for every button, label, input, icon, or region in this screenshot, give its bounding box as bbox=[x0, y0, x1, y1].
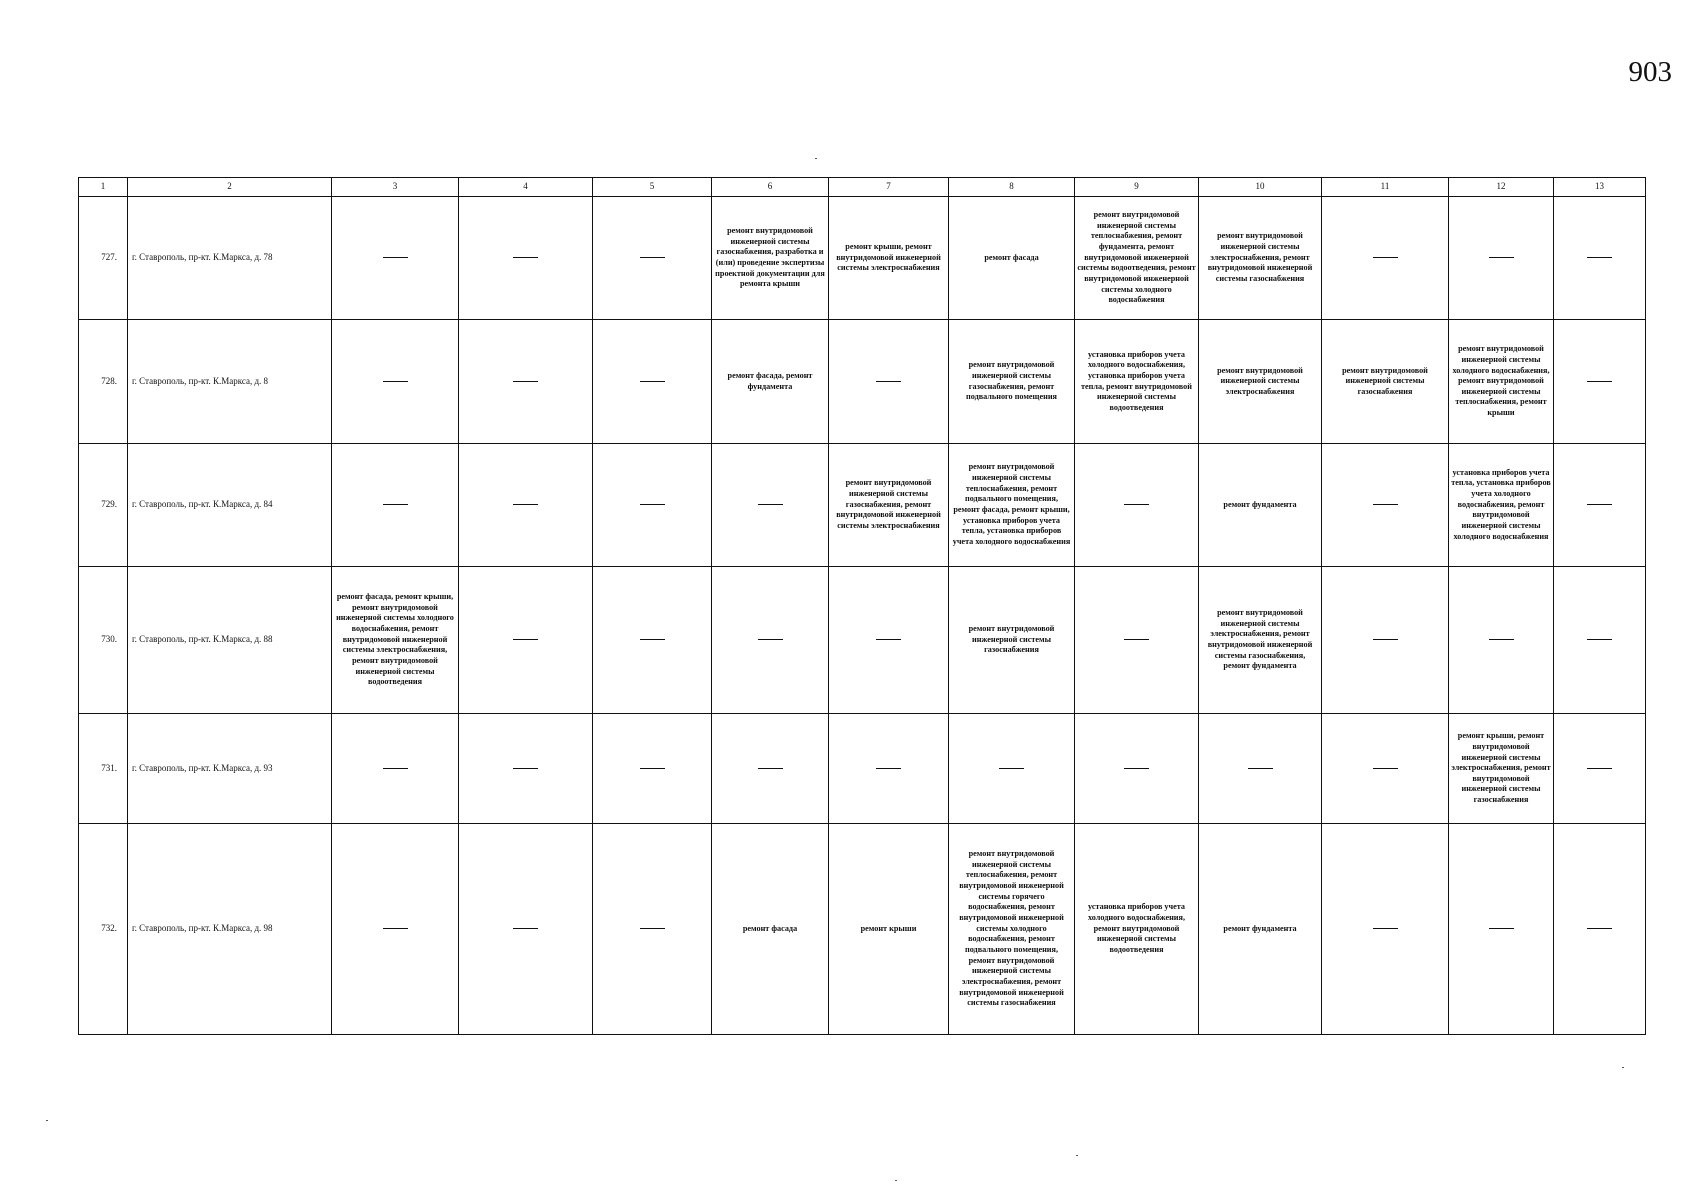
work-cell bbox=[332, 197, 459, 320]
work-cell: ремонт внутридомовой инженерной системы электроснабжения bbox=[1199, 320, 1322, 444]
work-cell: установка приборов учета холодного водоснабжения, ремонт внутридомовой инженерной системы водоотведения bbox=[1075, 824, 1199, 1035]
empty-dash bbox=[383, 257, 408, 258]
address-cell: г. Ставрополь, пр-кт. К.Маркса, д. 78 bbox=[128, 197, 332, 320]
column-number-header-row bbox=[79, 178, 1646, 197]
scan-speck bbox=[1076, 1155, 1078, 1156]
table-row bbox=[79, 320, 1646, 444]
empty-dash bbox=[513, 639, 538, 640]
work-cell bbox=[1554, 824, 1646, 1035]
empty-dash bbox=[1587, 381, 1612, 382]
work-cell bbox=[332, 714, 459, 824]
empty-dash bbox=[513, 504, 538, 505]
column-header: 12 bbox=[1449, 178, 1554, 197]
empty-dash bbox=[1124, 639, 1149, 640]
table-row bbox=[79, 714, 1646, 824]
empty-dash bbox=[513, 928, 538, 929]
page-number: 903 bbox=[1628, 56, 1672, 88]
scan-speck bbox=[46, 1120, 48, 1121]
work-cell bbox=[712, 444, 829, 567]
empty-dash bbox=[1124, 504, 1149, 505]
work-cell: ремонт крыши, ремонт внутридомовой инженерной системы электроснабжения, ремонт внутридомовой инженерной системы газоснабжения bbox=[1449, 714, 1554, 824]
empty-dash bbox=[1587, 639, 1612, 640]
work-cell: ремонт фасада, ремонт фундамента bbox=[712, 320, 829, 444]
empty-dash bbox=[758, 768, 783, 769]
row-number-cell: 730. bbox=[79, 567, 128, 714]
empty-dash bbox=[1373, 768, 1398, 769]
empty-dash bbox=[383, 768, 408, 769]
work-cell bbox=[829, 567, 949, 714]
work-cell bbox=[1554, 567, 1646, 714]
address-cell: г. Ставрополь, пр-кт. К.Маркса, д. 98 bbox=[128, 824, 332, 1035]
work-cell: ремонт внутридомовой инженерной системы теплоснабжения, ремонт фундамента, ремонт внутридомовой инженерной системы водоотведения, ремонт внутридомовой инженерной системы холодного водоснабжения bbox=[1075, 197, 1199, 320]
work-cell: ремонт внутридомовой инженерной системы теплоснабжения, ремонт подвального помещения, ремонт фасада, ремонт крыши, установка приборов учета тепла, установка приборов учета холодного водоснабжения bbox=[949, 444, 1075, 567]
work-cell: ремонт фасада bbox=[949, 197, 1075, 320]
work-cell: ремонт внутридомовой инженерной системы газоснабжения, разработка и (или) проведение экспертизы проектной документации для ремонта крыши bbox=[712, 197, 829, 320]
empty-dash bbox=[1373, 504, 1398, 505]
empty-dash bbox=[640, 639, 665, 640]
empty-dash bbox=[513, 768, 538, 769]
work-cell bbox=[332, 320, 459, 444]
work-cell bbox=[593, 567, 712, 714]
work-cell bbox=[459, 444, 593, 567]
empty-dash bbox=[513, 257, 538, 258]
work-cell bbox=[332, 444, 459, 567]
work-cell bbox=[1554, 714, 1646, 824]
scan-speck bbox=[815, 158, 817, 159]
empty-dash bbox=[999, 768, 1024, 769]
work-cell: установка приборов учета тепла, установка приборов учета холодного водоснабжения, ремонт внутридомовой инженерной системы холодного водоснабжения bbox=[1449, 444, 1554, 567]
work-cell bbox=[1322, 197, 1449, 320]
empty-dash bbox=[876, 639, 901, 640]
work-cell: ремонт фундамента bbox=[1199, 444, 1322, 567]
work-cell: ремонт внутридомовой инженерной системы теплоснабжения, ремонт внутридомовой инженерной системы горячего водоснабжения, ремонт внутридомовой инженерной системы холодного водоснабжения, ремонт подвального помещения, ремонт внутридомовой инженерной системы электроснабжения, ремонт внутридомовой инженерной системы газоснабжения bbox=[949, 824, 1075, 1035]
work-cell: ремонт внутридомовой инженерной системы газоснабжения, ремонт подвального помещения bbox=[949, 320, 1075, 444]
work-cell: ремонт фасада, ремонт крыши, ремонт внутридомовой инженерной системы холодного водоснабжения, ремонт внутридомовой инженерной системы электроснабжения, ремонт внутридомовой инженерной системы водоотведения bbox=[332, 567, 459, 714]
empty-dash bbox=[383, 504, 408, 505]
empty-dash bbox=[1124, 768, 1149, 769]
address-cell: г. Ставрополь, пр-кт. К.Маркса, д. 88 bbox=[128, 567, 332, 714]
empty-dash bbox=[1373, 257, 1398, 258]
empty-dash bbox=[1587, 768, 1612, 769]
empty-dash bbox=[1489, 639, 1514, 640]
address-cell: г. Ставрополь, пр-кт. К.Маркса, д. 8 bbox=[128, 320, 332, 444]
work-cell bbox=[1199, 714, 1322, 824]
work-cell bbox=[1449, 567, 1554, 714]
empty-dash bbox=[383, 381, 408, 382]
work-cell bbox=[459, 567, 593, 714]
scan-speck bbox=[895, 1180, 897, 1181]
table-row bbox=[79, 197, 1646, 320]
work-cell bbox=[459, 824, 593, 1035]
empty-dash bbox=[1489, 928, 1514, 929]
work-cell: ремонт фундамента bbox=[1199, 824, 1322, 1035]
empty-dash bbox=[1587, 504, 1612, 505]
empty-dash bbox=[383, 928, 408, 929]
work-cell bbox=[332, 824, 459, 1035]
row-number-cell: 732. bbox=[79, 824, 128, 1035]
column-header: 2 bbox=[128, 178, 332, 197]
column-header: 3 bbox=[332, 178, 459, 197]
work-cell: установка приборов учета холодного водоснабжения, установка приборов учета тепла, ремонт внутридомовой инженерной системы водоотведения bbox=[1075, 320, 1199, 444]
work-cell: ремонт крыши, ремонт внутридомовой инженерной системы электроснабжения bbox=[829, 197, 949, 320]
work-cell bbox=[1075, 567, 1199, 714]
work-cell: ремонт внутридомовой инженерной системы электроснабжения, ремонт внутридомовой инженерной системы газоснабжения, ремонт фундамента bbox=[1199, 567, 1322, 714]
work-cell bbox=[712, 714, 829, 824]
row-number-cell: 729. bbox=[79, 444, 128, 567]
column-header: 8 bbox=[949, 178, 1075, 197]
column-header: 1 bbox=[79, 178, 128, 197]
table-row bbox=[79, 444, 1646, 567]
work-cell bbox=[1554, 444, 1646, 567]
column-header: 4 bbox=[459, 178, 593, 197]
empty-dash bbox=[640, 257, 665, 258]
work-cell bbox=[593, 320, 712, 444]
work-cell bbox=[1322, 567, 1449, 714]
row-number-cell: 727. bbox=[79, 197, 128, 320]
work-cell bbox=[593, 824, 712, 1035]
work-cell bbox=[1554, 320, 1646, 444]
work-cell bbox=[593, 197, 712, 320]
address-cell: г. Ставрополь, пр-кт. К.Маркса, д. 93 bbox=[128, 714, 332, 824]
address-cell: г. Ставрополь, пр-кт. К.Маркса, д. 84 bbox=[128, 444, 332, 567]
empty-dash bbox=[1373, 928, 1398, 929]
column-header: 7 bbox=[829, 178, 949, 197]
empty-dash bbox=[876, 768, 901, 769]
work-cell: ремонт внутридомовой инженерной системы электроснабжения, ремонт внутридомовой инженерной системы газоснабжения bbox=[1199, 197, 1322, 320]
empty-dash bbox=[513, 381, 538, 382]
work-cell bbox=[829, 320, 949, 444]
work-cell bbox=[459, 320, 593, 444]
empty-dash bbox=[640, 768, 665, 769]
work-cell bbox=[459, 714, 593, 824]
column-header: 5 bbox=[593, 178, 712, 197]
work-cell: ремонт фасада bbox=[712, 824, 829, 1035]
work-cell bbox=[829, 714, 949, 824]
column-header: 11 bbox=[1322, 178, 1449, 197]
work-cell bbox=[1449, 197, 1554, 320]
work-cell bbox=[1322, 444, 1449, 567]
empty-dash bbox=[876, 381, 901, 382]
row-number-cell: 728. bbox=[79, 320, 128, 444]
work-cell bbox=[1075, 714, 1199, 824]
work-cell bbox=[593, 714, 712, 824]
empty-dash bbox=[758, 504, 783, 505]
column-header: 13 bbox=[1554, 178, 1646, 197]
empty-dash bbox=[1248, 768, 1273, 769]
empty-dash bbox=[640, 504, 665, 505]
table-row bbox=[79, 567, 1646, 714]
column-header: 9 bbox=[1075, 178, 1199, 197]
work-cell: ремонт внутридомовой инженерной системы газоснабжения bbox=[1322, 320, 1449, 444]
empty-dash bbox=[640, 928, 665, 929]
empty-dash bbox=[758, 639, 783, 640]
work-cell bbox=[1554, 197, 1646, 320]
work-cell: ремонт крыши bbox=[829, 824, 949, 1035]
scan-speck bbox=[1622, 1067, 1624, 1068]
work-cell bbox=[1322, 714, 1449, 824]
work-cell bbox=[949, 714, 1075, 824]
work-cell: ремонт внутридомовой инженерной системы газоснабжения, ремонт внутридомовой инженерной системы электроснабжения bbox=[829, 444, 949, 567]
row-number-cell: 731. bbox=[79, 714, 128, 824]
column-header: 6 bbox=[712, 178, 829, 197]
repair-schedule-table bbox=[78, 177, 1646, 1035]
empty-dash bbox=[1373, 639, 1398, 640]
column-header: 10 bbox=[1199, 178, 1322, 197]
work-cell bbox=[1322, 824, 1449, 1035]
work-cell: ремонт внутридомовой инженерной системы газоснабжения bbox=[949, 567, 1075, 714]
work-cell bbox=[1075, 444, 1199, 567]
work-cell bbox=[593, 444, 712, 567]
empty-dash bbox=[640, 381, 665, 382]
work-cell bbox=[1449, 824, 1554, 1035]
table-row bbox=[79, 824, 1646, 1035]
work-cell bbox=[459, 197, 593, 320]
work-cell: ремонт внутридомовой инженерной системы холодного водоснабжения, ремонт внутридомовой инженерной системы теплоснабжения, ремонт крыши bbox=[1449, 320, 1554, 444]
empty-dash bbox=[1489, 257, 1514, 258]
empty-dash bbox=[1587, 257, 1612, 258]
work-cell bbox=[712, 567, 829, 714]
empty-dash bbox=[1587, 928, 1612, 929]
